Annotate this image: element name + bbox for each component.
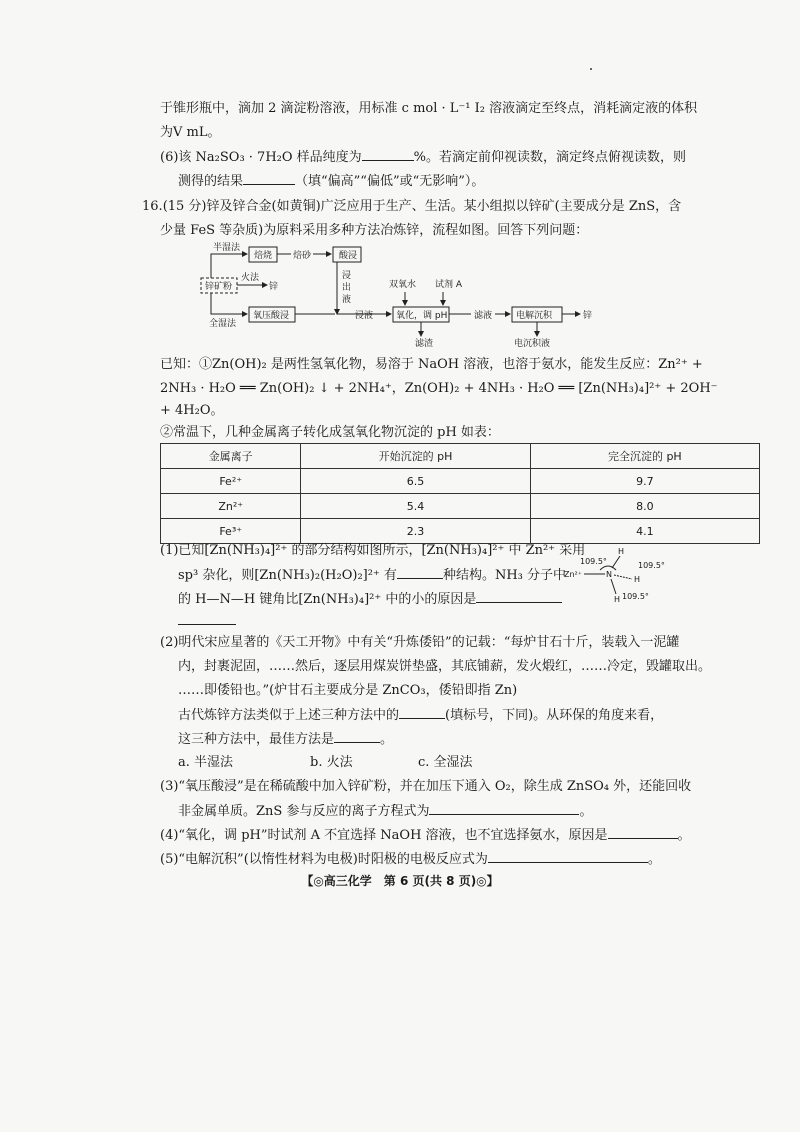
struct-angle-2: 109.5° bbox=[638, 561, 665, 570]
q16-number: 16. bbox=[142, 199, 163, 214]
q16-intro-1: (15 分)锌及锌合金(如黄铜)广泛应用于生产、生活。某小组拟以锌矿(主要成分是 ZnS，含 bbox=[162, 199, 682, 214]
table-row bbox=[161, 494, 760, 519]
q2-text-2: (填标号，下同)。从环保的角度来看， bbox=[445, 708, 664, 723]
zn-nh3-structure bbox=[560, 544, 680, 608]
label-electro: 电解沉积 bbox=[516, 311, 553, 321]
label-leachate-2: 出 bbox=[342, 283, 352, 293]
table-cell: 4.1 bbox=[530, 519, 759, 544]
struct-angle-1: 109.5° bbox=[580, 557, 607, 566]
label-zinc-out: 锌 bbox=[583, 311, 593, 321]
label-leachate-3: 液 bbox=[342, 295, 352, 305]
label-semi-wet: 半湿法 bbox=[213, 243, 241, 253]
q5-line bbox=[160, 850, 661, 869]
table-header-row bbox=[161, 444, 760, 469]
struct-zn: Zn²⁺ bbox=[564, 570, 582, 579]
q5-text: (5)“电解沉积”(以惰性材料为电极)时阳极的电极反应式为 bbox=[160, 852, 488, 867]
q5-blank-anode[interactable] bbox=[488, 850, 648, 863]
q6-text-3: 测得的结果 bbox=[178, 174, 244, 189]
q2-option-c: c. 全湿法 bbox=[418, 755, 473, 770]
q1-line-3 bbox=[178, 590, 562, 609]
scan-speck bbox=[590, 68, 592, 70]
label-residue: 滤渣 bbox=[415, 339, 434, 349]
table-row bbox=[161, 519, 760, 544]
known-3: + 4H₂O。 bbox=[160, 403, 224, 418]
q2-text-4: 。 bbox=[380, 732, 394, 747]
ph-table bbox=[160, 443, 760, 544]
q2-line-1: (2)明代宋应星著的《天工开物》中有关“升炼倭铅”的记载：“每炉甘石十斤，装载入一泥罐 bbox=[160, 635, 680, 650]
label-calcine: 焙砂 bbox=[293, 251, 312, 261]
table-cell: 6.5 bbox=[301, 469, 530, 494]
q3-line-1: (3)“氧压酸浸”是在稀硫酸中加入锌矿粉，并在加压下通入 O₂，除生成 ZnSO₄ 外，还能回收 bbox=[160, 779, 692, 794]
top-line-2: 为V mL。 bbox=[160, 125, 221, 140]
label-oxidize: 氧化，调 pH bbox=[396, 311, 448, 321]
label-h2o2: 双氧水 bbox=[389, 280, 417, 290]
struct-n: N bbox=[606, 570, 612, 579]
top-line-1: 于锥形瓶中，滴加 2 滴淀粉溶液，用标准 c mol · L⁻¹ I₂ 溶液滴定至终点，消耗滴定液的体积 bbox=[160, 101, 698, 116]
q1-text-2: 种结构。NH₃ 分子中 bbox=[442, 568, 566, 583]
label-zinc-fire: 锌 bbox=[269, 282, 279, 292]
table-cell: 9.7 bbox=[530, 469, 759, 494]
q6-line-1 bbox=[160, 148, 686, 167]
q2-text: 古代炼锌方法类似于上述三种方法中的 bbox=[178, 708, 400, 723]
q6-line-2 bbox=[178, 172, 484, 191]
struct-h-mid: H bbox=[634, 575, 641, 584]
q4-blank-reason[interactable] bbox=[608, 826, 678, 839]
table-row bbox=[161, 469, 760, 494]
label-roast: 焙烧 bbox=[254, 251, 273, 261]
arrow-full-wet bbox=[211, 293, 247, 314]
table-cell: Fe²⁺ bbox=[161, 469, 301, 494]
header-complete: 完全沉淀的 pH bbox=[530, 444, 759, 469]
known-1: 已知：①Zn(OH)₂ 是两性氢氧化物，易溶于 NaOH 溶液，也溶于氨水，能发生反应：Zn²⁺ + bbox=[160, 357, 703, 372]
q16-intro-2: 少量 FeS 等杂质)为原料采用多种方法冶炼锌，流程如图。回答下列问题： bbox=[160, 223, 589, 238]
struct-h-top: H bbox=[618, 547, 625, 556]
table-cell: 8.0 bbox=[530, 494, 759, 519]
label-leachate-1: 浸 bbox=[342, 271, 352, 281]
label-full-wet: 全湿法 bbox=[209, 319, 237, 329]
q2-blank-ancient[interactable] bbox=[399, 706, 445, 719]
q6-text-2: %。若滴定前仰视读数，滴定终点俯视读数，则 bbox=[413, 150, 687, 165]
q4-text-2: 。 bbox=[677, 828, 691, 843]
struct-h-bot: H bbox=[614, 595, 621, 604]
label-reagent-a: 试剂 A bbox=[435, 280, 463, 290]
process-flow-diagram bbox=[195, 240, 615, 352]
q1-text-3: 的 H—N—H 键角比[Zn(NH₃)₄]²⁺ 中的小的原因是 bbox=[178, 592, 477, 607]
label-ore: 锌矿粉 bbox=[205, 282, 233, 292]
q2-text-3: 这三种方法中，最佳方法是 bbox=[178, 732, 335, 747]
q3-line-2 bbox=[178, 802, 592, 821]
q6-text-4: （填“偏高”“偏低”或“无影响”）。 bbox=[295, 174, 485, 189]
page-footer: 【◎高三化学 第 6 页(共 8 页)◎】 bbox=[301, 874, 499, 888]
q1-line-2 bbox=[178, 566, 566, 585]
q4-text: (4)“氧化，调 pH”时试剂 A 不宜选择 NaOH 溶液，也不宜选择氨水，原因是 bbox=[160, 828, 608, 843]
q2-blank-best[interactable] bbox=[334, 730, 380, 743]
q2-option-a: a. 半湿法 bbox=[178, 755, 234, 770]
q6-blank-purity[interactable] bbox=[362, 148, 414, 161]
table-cell: 5.4 bbox=[301, 494, 530, 519]
header-start: 开始沉淀的 pH bbox=[301, 444, 530, 469]
known-2: 2NH₃ · H₂O ══ Zn(OH)₂ ↓ + 2NH₄⁺，Zn(OH)₂ + 4NH₃ · H₂O ══ [Zn(NH₃)₄]²⁺ + 2OH⁻ bbox=[160, 381, 718, 396]
table-cell: 2.3 bbox=[301, 519, 530, 544]
q2-line-3: ……即倭铅也。”(炉甘石主要成分是 ZnCO₃，倭铅即指 Zn) bbox=[178, 683, 518, 698]
table-cell: Fe³⁺ bbox=[161, 519, 301, 544]
q1-line-4 bbox=[178, 612, 236, 631]
q5-text-2: 。 bbox=[647, 852, 661, 867]
label-fire: 火法 bbox=[241, 273, 260, 283]
table-cell: Zn²⁺ bbox=[161, 494, 301, 519]
q16-line-1 bbox=[142, 198, 681, 216]
q6-blank-result[interactable] bbox=[243, 172, 295, 185]
q2-option-b: b. 火法 bbox=[310, 755, 353, 770]
label-electro-liquid: 电沉积液 bbox=[514, 339, 551, 349]
label-leach-liquid: 浸液 bbox=[355, 311, 374, 321]
bond-n-h-mid bbox=[614, 575, 632, 579]
q3-blank-equation[interactable] bbox=[429, 802, 579, 815]
q4-line bbox=[160, 826, 691, 845]
q3-text-2: 。 bbox=[579, 804, 593, 819]
q2-line-4 bbox=[178, 706, 663, 725]
label-filtrate: 滤液 bbox=[474, 311, 493, 321]
label-acid-leach: 酸浸 bbox=[339, 251, 358, 261]
bond-n-h-bot bbox=[611, 579, 616, 594]
bond-n-h-top bbox=[612, 556, 620, 568]
q3-text: 非金属单质。ZnS 参与反应的离子方程式为 bbox=[178, 804, 430, 819]
q1-blank-reason-2[interactable] bbox=[178, 612, 236, 625]
struct-angle-3: 109.5° bbox=[622, 592, 649, 601]
q1-text: sp³ 杂化，则[Zn(NH₃)₂(H₂O)₂]²⁺ 有 bbox=[178, 568, 397, 583]
q1-blank-structures[interactable] bbox=[397, 566, 443, 579]
q1-line-1: (1)已知[Zn(NH₃)₄]²⁺ 的部分结构如图所示，[Zn(NH₃)₄]²⁺ 中 Zn²⁺ 采用 bbox=[160, 543, 586, 558]
q6-text: (6)该 Na₂SO₃ · 7H₂O 样品纯度为 bbox=[160, 150, 362, 165]
known-4: ②常温下，几种金属离子转化成氢氧化物沉淀的 pH 如表： bbox=[160, 425, 500, 440]
q2-line-2: 内，封裹泥固，……然后，逐层用煤炭饼垫盛，其底铺薪，发火煅红，……冷定，毁罐取出。 bbox=[178, 659, 712, 674]
q2-line-5 bbox=[178, 730, 393, 749]
q1-blank-reason[interactable] bbox=[476, 590, 562, 603]
header-ion: 金属离子 bbox=[161, 444, 301, 469]
label-pressure-leach: 氧压酸浸 bbox=[253, 311, 290, 321]
